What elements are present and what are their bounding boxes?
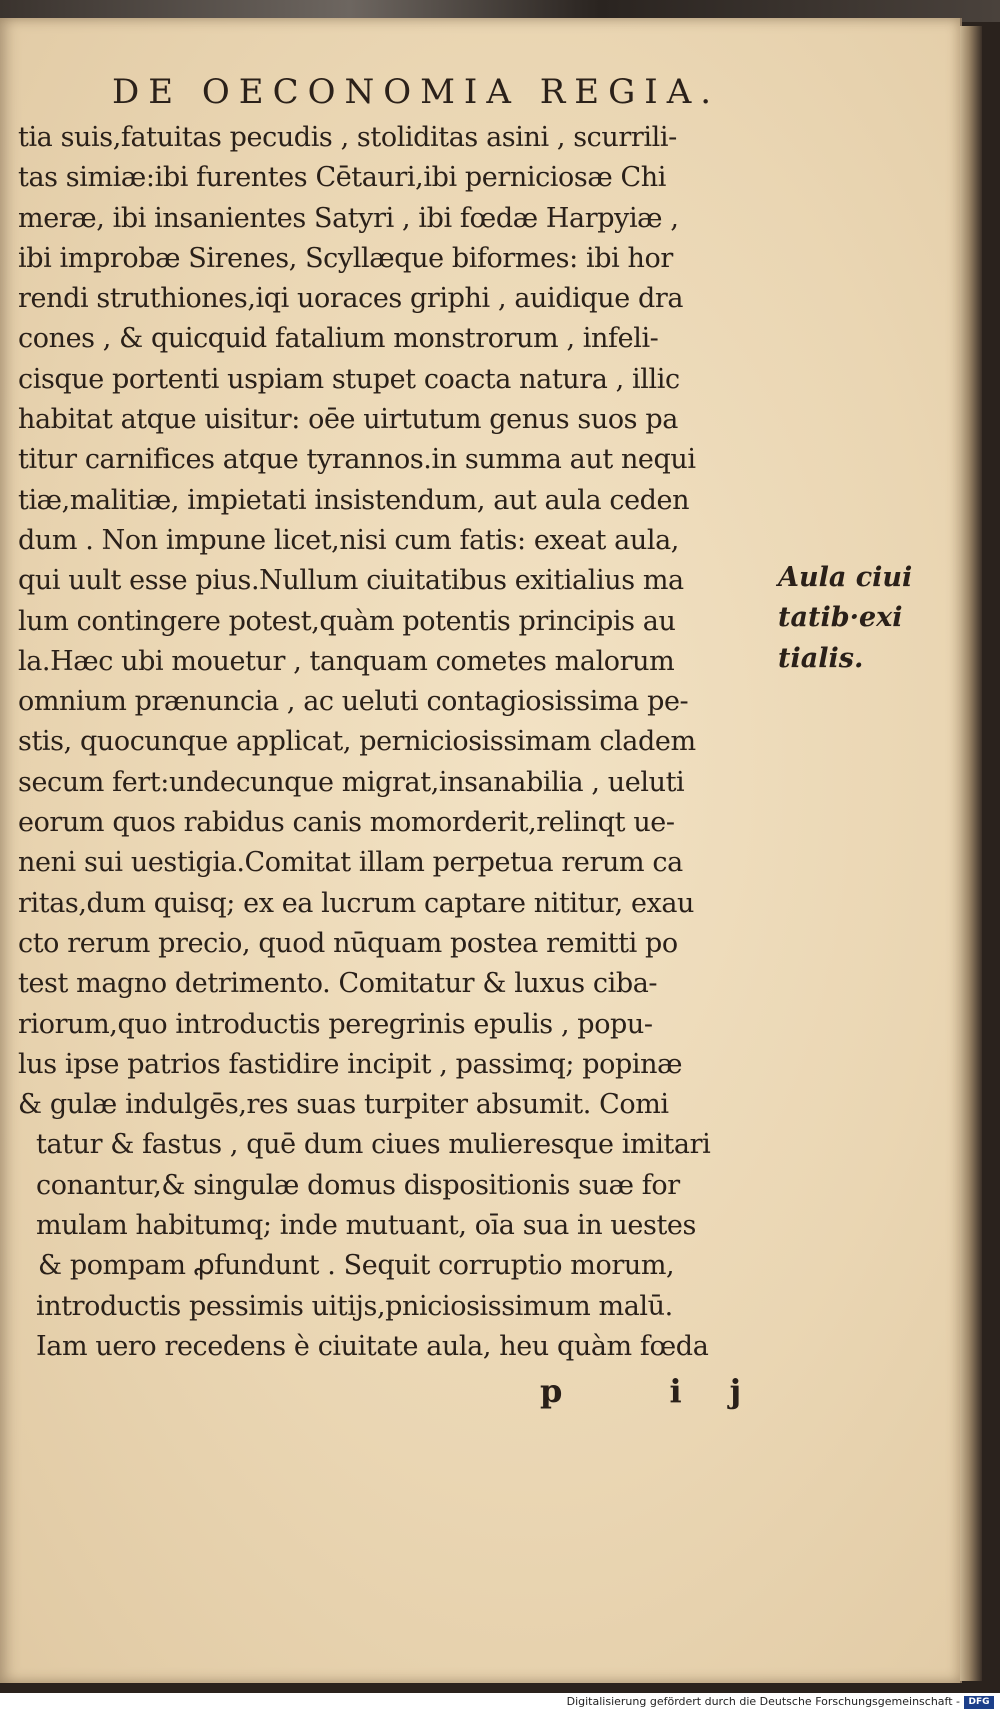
- text-line: secum fert:undecunque migrat,insanabilia , ueluti: [18, 766, 685, 798]
- text-line: titur carnifices atque tyrannos.in summa aut nequi: [18, 444, 696, 476]
- text-line: riorum,quo introductis peregrinis epulis , popu-: [18, 1008, 653, 1040]
- footer-credit: Digitalisierung gefördert durch die Deutsche Forschungsgemeinschaft -: [566, 1695, 960, 1708]
- text-line: tas simiæ:ibi furentes Cētauri,ibi perniciosæ Chi: [18, 162, 666, 194]
- text-line: lus ipse patrios fastidire incipit , passimq; popinæ: [18, 1048, 683, 1080]
- text-line: & pompam ꝓfundunt . Sequit corruptio morum,: [38, 1250, 675, 1282]
- signature-mark: p ij: [540, 1372, 790, 1410]
- marginal-note-line: tialis.: [778, 642, 864, 674]
- text-line: Iam uero recedens è ciuitate aula, heu quàm fœda: [36, 1330, 709, 1362]
- marginal-note-line: Aula ciui: [778, 562, 913, 593]
- text-line: la.Hæc ubi mouetur , tanquam cometes malorum: [18, 645, 675, 677]
- text-line: cones , & quicquid fatalium monstrorum , infeli-: [18, 323, 659, 355]
- dfg-logo: DFG: [964, 1696, 994, 1709]
- text-line: tiæ,malitiæ, impietati insistendum, aut aula ceden: [18, 484, 690, 516]
- text-line: introductis pessimis uitijs,pniciosissimum malū.: [36, 1290, 673, 1322]
- text-line: eorum quos rabidus canis momorderit,relinqt ue-: [18, 807, 675, 839]
- text-line: qui uult esse pius.Nullum ciuitatibus exitialius ma: [18, 565, 684, 597]
- text-line: rendi struthiones,iqi uoraces griphi , auidique dra: [18, 283, 684, 315]
- text-line: ibi improbæ Sirenes, Scyllæque biformes: ibi hor: [18, 242, 673, 274]
- text-line: cto rerum precio, quod nūquam postea remitti po: [18, 927, 678, 959]
- text-line: cisque portenti uspiam stupet coacta natura , illic: [18, 363, 680, 395]
- text-line: lum contingere potest,quàm potentis principis au: [18, 605, 676, 637]
- running-head: DE OECONOMIA REGIA.: [112, 72, 721, 112]
- page-edge: [960, 26, 982, 1681]
- marginal-note: [778, 558, 928, 679]
- text-line: test magno detrimento. Comitatur & luxus ciba-: [18, 968, 658, 1000]
- text-line: conantur,& singulæ domus dispositionis suæ for: [36, 1169, 680, 1201]
- text-line: & gulæ indulgēs,res suas turpiter absumit. Comi: [18, 1089, 669, 1121]
- text-line: tia suis,fatuitas pecudis , stoliditas asini , scurrili-: [18, 122, 677, 153]
- text-line: omnium prænuncia , ac ueluti contagiosissima pe-: [18, 686, 689, 718]
- text-line: tatur & fastus , quē dum ciues mulieresque imitari: [36, 1129, 711, 1161]
- text-line: stis, quocunque applicat, perniciosissimam cladem: [18, 726, 696, 758]
- text-line: dum . Non impune licet,nisi cum fatis: exeat aula,: [18, 524, 679, 556]
- text-line: neni sui uestigia.Comitat illam perpetua rerum ca: [18, 847, 683, 879]
- text-line: meræ, ibi insanientes Satyri , ibi fœdæ Harpyiæ ,: [18, 202, 679, 234]
- text-line: ritas,dum quisq; ex ea lucrum captare nititur, exau: [18, 887, 695, 919]
- body-text: [18, 118, 768, 1367]
- text-line: habitat atque uisitur: oēe uirtutum genus suos pa: [18, 404, 678, 436]
- text-line: mulam habitumq; inde mutuant, oīa sua in uestes: [36, 1210, 696, 1242]
- marginal-note-line: tatib·exi: [778, 602, 903, 634]
